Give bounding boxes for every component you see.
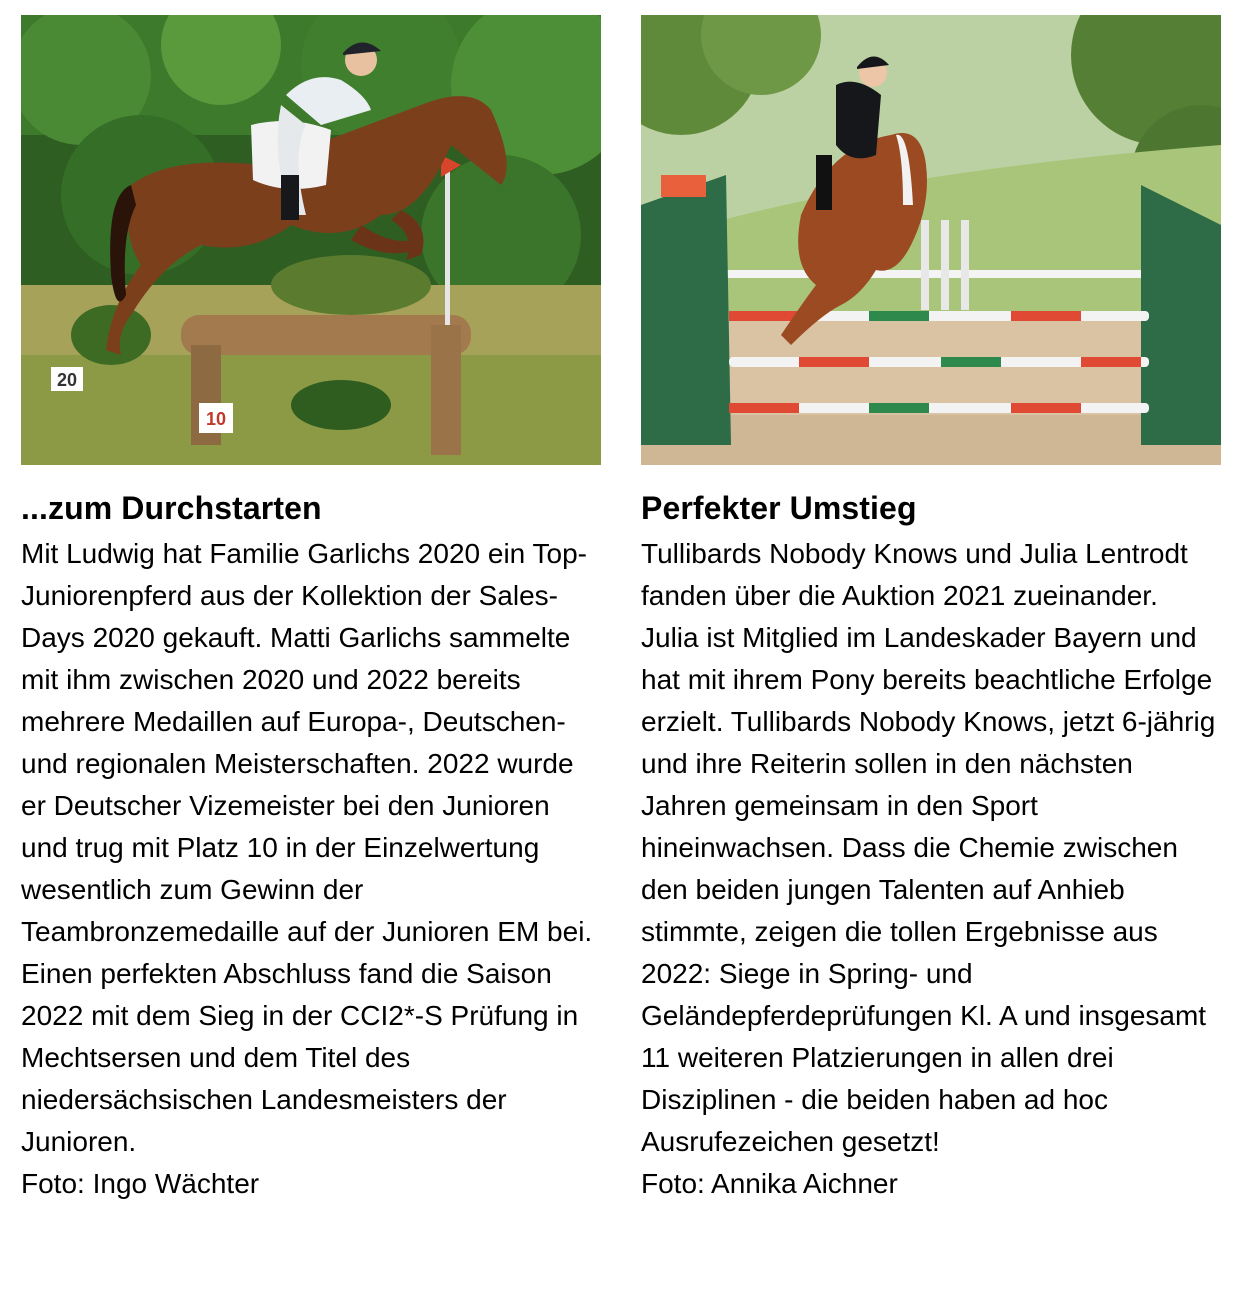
article-left-body: Mit Ludwig hat Familie Garlichs 2020 ein Top-Juniorenpferd aus der Kollektion der Sales-Days 2020 gekauft. Matti Garlichs sammelte mit ihm zwischen 2020 und 2022 bereits mehrere Medaillen auf Europa-, Deutschen- und regionalen Meisterschaften. 2022 wurde er Deutscher Vizemeister bei den Junioren und trug mit Platz 10 in der Einzelwertung wesentlich zum Gewinn der Teambronzemedaille auf der Junioren EM bei. Einen perfekten Abschluss fand die Saison 2022 mit dem Sieg in der CCI2*-S Prüfung in Mechtsersen und dem Titel des niedersächsischen Landesmeisters der Junioren. (21, 538, 593, 1157)
photo-eventing-rider (21, 15, 601, 465)
article-left-headline: ...zum Durchstarten (21, 490, 322, 526)
jump-number-10: 10 (205, 409, 227, 429)
jump-number-20: 20 (56, 370, 78, 390)
article-right (641, 15, 1221, 1205)
article-left (21, 15, 601, 1205)
article-right-headline: Perfekter Umstieg (641, 490, 917, 526)
article-right-photo-credit: Foto: Annika Aichner (641, 1168, 898, 1199)
article-right-body: Tullibards Nobody Knows und Julia Lentrodt fanden über die Auktion 2021 zueinander. Julia ist Mitglied im Landeskader Bayern und hat mit ihrem Pony bereits beachtliche Erfolge erzielt. Tullibards Nobody Knows, jetzt 6-jährig und ihre Reiterin sollen in den nächsten Jahren gemeinsam in den Sport hineinwachsen. Dass die Chemie zwischen den beiden jungen Talenten auf Anhieb stimmte, zeigen die tollen Ergebnisse aus 2022: Siege in Spring- und Geländepferdeprüfungen Kl. A und insgesamt 11 weiteren Platzierungen in allen drei Disziplinen - die beiden haben ad hoc Ausrufezeichen gesetzt! (641, 538, 1216, 1157)
photo-pony-show-jumping (641, 15, 1221, 465)
article-left-photo-credit: Foto: Ingo Wächter (21, 1168, 260, 1199)
